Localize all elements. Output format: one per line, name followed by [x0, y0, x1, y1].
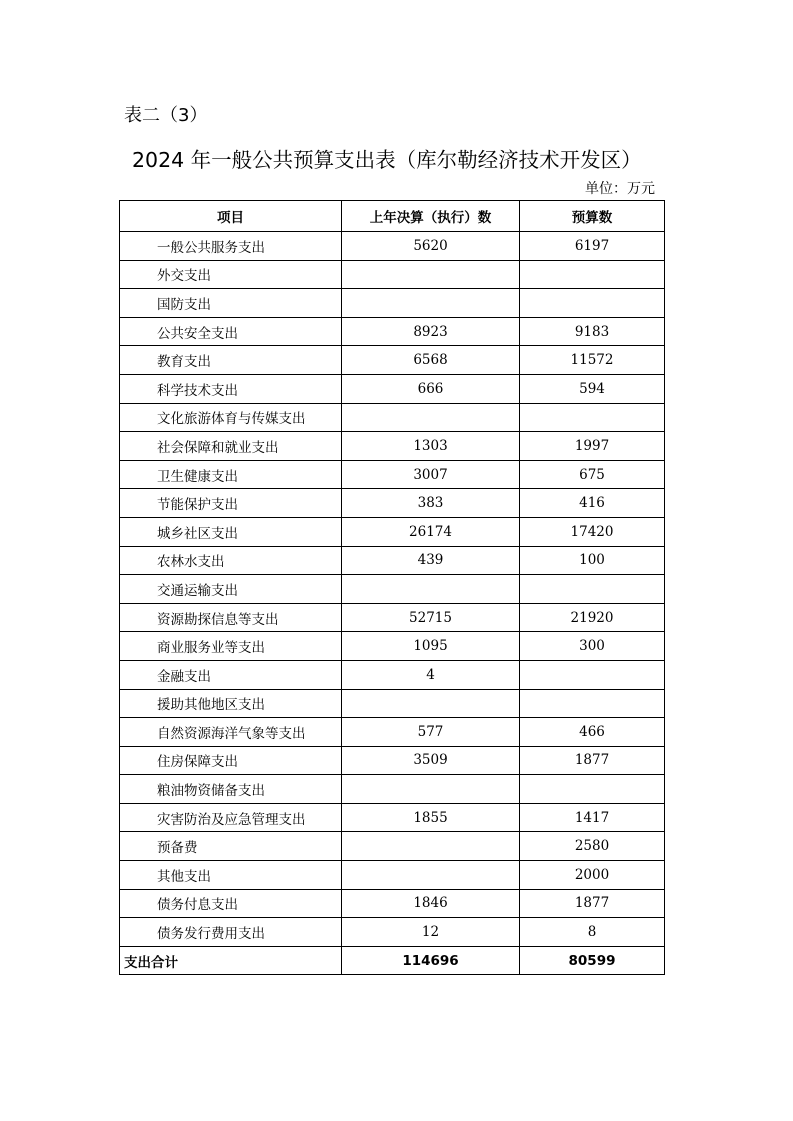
table-row: [120, 403, 665, 432]
table-row: [120, 718, 665, 747]
row-item-cell: 商业服务业等支出: [120, 632, 342, 661]
row-budget-cell: 675: [520, 460, 665, 489]
row-prior-cell: 3509: [342, 746, 520, 775]
row-item-cell: 灾害防治及应急管理支出: [120, 803, 342, 832]
row-item-cell: 住房保障支出: [120, 746, 342, 775]
column-header-prior: 上年决算（执行）数: [342, 201, 520, 232]
row-prior-cell: 6568: [342, 346, 520, 375]
row-item-cell: 一般公共服务支出: [120, 232, 342, 261]
row-item-cell: 金融支出: [120, 660, 342, 689]
unit-note: 单位：万元: [585, 181, 655, 197]
row-item-cell: 交通运输支出: [120, 575, 342, 604]
row-prior-cell: 52715: [342, 603, 520, 632]
table-header-row: [120, 201, 665, 232]
row-prior-cell: 383: [342, 489, 520, 518]
row-prior-cell: 1846: [342, 889, 520, 918]
row-budget-cell: 17420: [520, 517, 665, 546]
page-title: 2024 年一般公共预算支出表（库尔勒经济技术开发区）: [132, 148, 642, 172]
table-row: [120, 603, 665, 632]
row-budget-cell: 21920: [520, 603, 665, 632]
table-row: [120, 489, 665, 518]
row-item-cell: 社会保障和就业支出: [120, 432, 342, 461]
column-header-budget: 预算数: [520, 201, 665, 232]
row-item-cell: 农林水支出: [120, 546, 342, 575]
column-header-item: 项目: [120, 201, 342, 232]
row-budget-cell: [520, 260, 665, 289]
row-budget-cell: [520, 403, 665, 432]
row-item-cell: 外交支出: [120, 260, 342, 289]
row-prior-cell: 5620: [342, 232, 520, 261]
row-prior-cell: 4: [342, 660, 520, 689]
row-budget-cell: 8: [520, 918, 665, 947]
row-item-cell: 粮油物资储备支出: [120, 775, 342, 804]
row-item-cell: 自然资源海洋气象等支出: [120, 718, 342, 747]
table-row: [120, 861, 665, 890]
row-item-cell: 科学技术支出: [120, 374, 342, 403]
row-prior-cell: 666: [342, 374, 520, 403]
row-budget-cell: [520, 660, 665, 689]
row-prior-cell: 26174: [342, 517, 520, 546]
row-prior-cell: 1303: [342, 432, 520, 461]
row-item-cell: 卫生健康支出: [120, 460, 342, 489]
row-prior-cell: [342, 832, 520, 861]
row-prior-cell: 577: [342, 718, 520, 747]
table-row: [120, 517, 665, 546]
row-budget-cell: 466: [520, 718, 665, 747]
total-label: 支出合计: [120, 946, 342, 975]
row-budget-cell: 11572: [520, 346, 665, 375]
table-row: [120, 232, 665, 261]
row-prior-cell: [342, 575, 520, 604]
row-item-cell: 债务发行费用支出: [120, 918, 342, 947]
table-row: [120, 317, 665, 346]
table-row: [120, 689, 665, 718]
row-item-cell: 教育支出: [120, 346, 342, 375]
table-row: [120, 260, 665, 289]
row-prior-cell: [342, 403, 520, 432]
row-item-cell: 国防支出: [120, 289, 342, 318]
row-budget-cell: 2000: [520, 861, 665, 890]
row-prior-cell: [342, 775, 520, 804]
row-prior-cell: [342, 861, 520, 890]
row-item-cell: 预备费: [120, 832, 342, 861]
row-prior-cell: 3007: [342, 460, 520, 489]
row-item-cell: 文化旅游体育与传媒支出: [120, 403, 342, 432]
row-budget-cell: 2580: [520, 832, 665, 861]
row-item-cell: 城乡社区支出: [120, 517, 342, 546]
table-row: [120, 575, 665, 604]
expenditure-table: [119, 200, 665, 975]
row-budget-cell: 300: [520, 632, 665, 661]
total-prior: 114696: [342, 946, 520, 975]
row-budget-cell: [520, 289, 665, 318]
row-prior-cell: [342, 260, 520, 289]
row-budget-cell: [520, 775, 665, 804]
total-budget: 80599: [520, 946, 665, 975]
row-budget-cell: 6197: [520, 232, 665, 261]
table-row: [120, 803, 665, 832]
table-row: [120, 374, 665, 403]
table-row: [120, 746, 665, 775]
table-row: [120, 632, 665, 661]
total-row: [120, 946, 665, 975]
row-item-cell: 其他支出: [120, 861, 342, 890]
row-budget-cell: 1997: [520, 432, 665, 461]
row-item-cell: 公共安全支出: [120, 317, 342, 346]
table-row: [120, 660, 665, 689]
table-row: [120, 832, 665, 861]
row-prior-cell: [342, 289, 520, 318]
table-row: [120, 432, 665, 461]
row-item-cell: 资源勘探信息等支出: [120, 603, 342, 632]
row-prior-cell: 12: [342, 918, 520, 947]
table-row: [120, 460, 665, 489]
sheet-label: 表二（3）: [124, 105, 208, 126]
row-budget-cell: 9183: [520, 317, 665, 346]
row-budget-cell: 1877: [520, 889, 665, 918]
row-item-cell: 节能保护支出: [120, 489, 342, 518]
row-prior-cell: 439: [342, 546, 520, 575]
row-item-cell: 援助其他地区支出: [120, 689, 342, 718]
row-budget-cell: [520, 575, 665, 604]
table-row: [120, 546, 665, 575]
table-row: [120, 346, 665, 375]
row-budget-cell: 100: [520, 546, 665, 575]
row-prior-cell: [342, 689, 520, 718]
row-budget-cell: 1877: [520, 746, 665, 775]
table-row: [120, 289, 665, 318]
row-budget-cell: [520, 689, 665, 718]
row-prior-cell: 1855: [342, 803, 520, 832]
row-prior-cell: 8923: [342, 317, 520, 346]
row-item-cell: 债务付息支出: [120, 889, 342, 918]
table-row: [120, 775, 665, 804]
row-budget-cell: 416: [520, 489, 665, 518]
table-row: [120, 918, 665, 947]
row-prior-cell: 1095: [342, 632, 520, 661]
row-budget-cell: 1417: [520, 803, 665, 832]
table-row: [120, 889, 665, 918]
row-budget-cell: 594: [520, 374, 665, 403]
